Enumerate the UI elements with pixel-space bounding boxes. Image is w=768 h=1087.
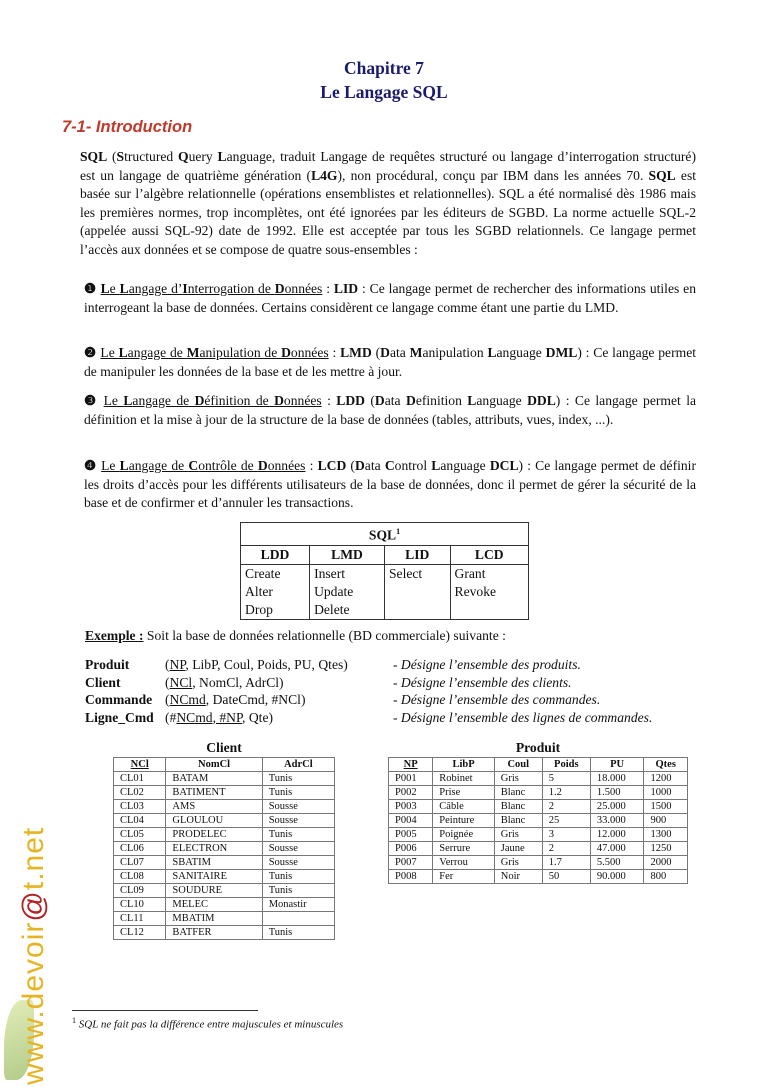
text-segment: L [119,281,129,296]
text-segment: tructured [124,149,178,164]
text-segment: ❹ [84,458,102,473]
table-cell: Serrure [433,842,494,856]
text-segment: éfinition de [204,393,275,408]
table-row [389,870,688,884]
chapter-number: Chapitre 7 [344,58,424,78]
sql-subsets-table [240,522,529,620]
table-cell: 47.000 [590,842,644,856]
text-segment: anipulation de [199,345,282,360]
table-cell: 900 [644,814,688,828]
text-segment: LID [333,281,359,296]
text-segment: M [409,345,423,360]
client-header: NCl [114,758,166,772]
text-segment: est basée sur l’algèbre relationnelle (opérations ensemblistes et relationnelles). SQL a été normalisé dès 1986 mais les premières normes, trop incomplètes, ont été ignorées par les éditeurs de SGBD. La norme actuelle SQL-2 (appelée aussi SQL-92) date de 1992. Elle est acceptée par tous les SGBD relationnels. Ce langage permet l’accès aux données et se compose de quatre sous-ensembles : [80,167,697,257]
table-row [114,870,335,884]
table-cell: Sousse [262,856,334,870]
text-segment: ata [384,393,406,408]
sql-command: Grant [454,565,486,581]
sql-command: Drop [245,601,273,617]
text-segment: L [123,393,133,408]
table-cell: 1200 [644,772,688,786]
table-cell: CL01 [114,772,166,786]
relation-attributes [165,709,393,727]
table-cell: SOUDURE [166,884,262,898]
text-segment: D [194,393,205,408]
table-cell: CL09 [114,884,166,898]
text-segment: M [186,345,200,360]
text-segment: ata [389,345,410,360]
attr-segment: , LibP, Coul, Poids, PU, Qtes) [185,657,348,672]
text-segment: uery [188,149,218,164]
table-cell: Tunis [262,884,334,898]
table-cell: CL05 [114,828,166,842]
table-cell: Tunis [262,828,334,842]
example-label: Exemple : [85,628,144,643]
produit-header: NP [389,758,433,772]
text-segment: ( [107,149,117,164]
table-cell: Peinture [433,814,494,828]
text-segment: DCL [489,458,519,473]
sql-column-header: LMD [310,545,385,564]
relation-description: - Désigne l’ensemble des produits. [393,657,581,672]
text-segment: onnées [284,281,323,296]
table-cell: Tunis [262,926,334,940]
text-segment: LCD [317,458,347,473]
footnote-rule [72,1010,258,1011]
text-segment: onnées [267,458,306,473]
sql-column-commands [384,564,450,619]
client-header: NomCl [166,758,262,772]
table-row [114,786,335,800]
table-cell: 33.000 [590,814,644,828]
table-cell: CL07 [114,856,166,870]
table-cell: Blanc [494,800,542,814]
text-segment: ), non procédural, conçu par IBM dans les années 70. [337,167,649,183]
text-segment: ata [364,458,385,473]
table-cell: CL03 [114,800,166,814]
produit-header: PU [590,758,644,772]
watermark-at: @ [17,890,50,922]
table-cell: Blanc [494,786,542,800]
table-row [114,926,335,940]
relation-name: Client [85,674,121,690]
table-row [114,884,335,898]
relation-description: - Désigne l’ensemble des clients. [393,674,572,690]
text-segment: ❷ [84,345,101,360]
client-caption: Client [206,740,242,755]
table-cell: Sousse [262,800,334,814]
produit-header: LibP [433,758,494,772]
table-row [114,842,335,856]
sql-column-header: LCD [450,545,528,564]
client-table [113,757,335,940]
table-row [114,814,335,828]
table-cell: 12.000 [590,828,644,842]
text-segment: D [281,345,291,360]
table-cell: P008 [389,870,433,884]
produit-header: Poids [542,758,590,772]
table-cell: 5.500 [590,856,644,870]
text-segment: efinition [415,393,468,408]
text-segment: DML [545,345,578,360]
table-row [389,772,688,786]
table-cell: ELECTRON [166,842,262,856]
table-cell: 18.000 [590,772,644,786]
text-segment: C [384,458,395,473]
table-cell: 3 [542,828,590,842]
table-cell: Monastir [262,898,334,912]
table-row [114,912,335,926]
table-cell: P004 [389,814,433,828]
attr-segment: ( [165,674,170,690]
text-segment: D [274,393,284,408]
table-cell: 2000 [644,856,688,870]
table-cell: Sousse [262,814,334,828]
table-cell: 5 [542,772,590,786]
text-segment: D [354,458,365,473]
text-segment: S [116,149,125,164]
table-cell: 1.500 [590,786,644,800]
text-segment: : [322,281,334,296]
table-row [114,898,335,912]
text-segment: LMD [340,345,372,360]
sql-column-commands [241,564,310,619]
sql-command [389,601,446,619]
table-cell: 50 [542,870,590,884]
text-segment: nterrogation de [187,281,275,296]
text-segment: I [182,281,188,296]
table-cell: 90.000 [590,870,644,884]
sql-column-header: LID [384,545,450,564]
lid-paragraph [80,280,696,317]
text-segment: angage de [127,345,187,360]
table-cell: CL12 [114,926,166,940]
table-cell: Câble [433,800,494,814]
attr-segment: NP [169,657,186,672]
text-segment: L [431,458,441,473]
table-cell [262,912,334,926]
text-segment: : [305,458,318,473]
text-segment: ) : Ce langage permet de définir les droits d’accès pour les différents utilisateurs de la base de données, donc il permet de gérer la sécurité de la base et de confirmer et d’annuler les transactions. [84,458,696,510]
text-segment: D [274,281,285,296]
text-segment: SQL [648,167,676,183]
table-cell: P007 [389,856,433,870]
relation-row [85,656,695,674]
table-cell: Gris [494,856,542,870]
table-cell: 25 [542,814,590,828]
table-row [389,828,688,842]
relation-description: - Désigne l’ensemble des lignes de commandes. [393,709,653,725]
text-segment: L [100,281,110,296]
produit-header: Coul [494,758,542,772]
text-segment: e [109,281,120,296]
text-segment: ontrol [394,458,432,473]
text-segment: DDL [527,393,556,408]
table-cell: Blanc [494,814,542,828]
table-row [114,828,335,842]
lmd-paragraph [80,344,696,381]
relation-description: - Désigne l’ensemble des commandes. [393,692,601,707]
table-cell: MELEC [166,898,262,912]
table-row [114,800,335,814]
text-segment: onnées [290,345,329,360]
text-segment: Le [103,393,124,408]
table-cell: Tunis [262,772,334,786]
table-cell: 800 [644,870,688,884]
table-cell: P005 [389,828,433,842]
table-cell: CL02 [114,786,166,800]
table-cell: SBATIM [166,856,262,870]
text-segment: angage d’ [128,281,183,296]
text-segment: ontrôle de [198,458,258,473]
table-cell: 1.7 [542,856,590,870]
text-segment: D [405,393,416,408]
text-segment: ( [364,393,375,408]
table-row [389,856,688,870]
text-segment: L [118,345,128,360]
attr-segment: , NomCl, AdrCl) [192,674,284,690]
text-segment: ❸ [84,393,104,408]
table-cell: Sousse [262,842,334,856]
table-cell: Verrou [433,856,494,870]
relation-attributes [165,691,393,709]
sql-command: Update [314,583,354,599]
table-row [389,814,688,828]
produit-table [388,757,688,884]
table-cell: 1.2 [542,786,590,800]
relation-row [85,709,695,727]
text-segment: SQL [80,149,108,164]
text-segment: onnées [283,393,322,408]
sql-column-header: LDD [241,545,310,564]
text-segment: ( [346,458,355,473]
text-segment: anguage, traduit Langage de requêtes structuré ou langage d’interrogation structuré) est un langage de quatrième génération ( [80,149,696,183]
table-cell: GLOULOU [166,814,262,828]
text-segment: angage de [128,458,189,473]
sql-command: Alter [245,583,273,599]
lcd-paragraph [80,457,696,513]
text-segment: ( [371,345,381,360]
sql-column-commands [310,564,385,619]
text-segment: ) : Ce langage permet la définition et la mise à jour de la structure de la base de données (tables, attributs, vues, index, ...). [84,393,697,427]
attr-segment: , Qte) [242,709,273,725]
table-cell: AMS [166,800,262,814]
relation-attributes [165,656,393,674]
table-cell: 2 [542,800,590,814]
text-segment: C [188,458,199,473]
table-cell: 1500 [644,800,688,814]
attr-segment: ( [165,657,170,672]
sql-command: Delete [314,601,350,617]
table-cell: P006 [389,842,433,856]
text-segment: : [321,393,337,408]
table-cell: Jaune [494,842,542,856]
table-cell: P002 [389,786,433,800]
watermark-logo [17,755,57,1085]
table-cell: 1250 [644,842,688,856]
text-segment: L [467,393,477,408]
attr-segment: NCl [169,674,193,690]
table-cell: Poignée [433,828,494,842]
table-cell: 1300 [644,828,688,842]
text-segment: anguage [476,393,528,408]
table-cell: CL06 [114,842,166,856]
table-cell: CL11 [114,912,166,926]
table-cell: BATIMENT [166,786,262,800]
text-segment: Le [100,345,119,360]
table-cell: PRODELEC [166,828,262,842]
ldd-paragraph [80,392,696,429]
footnote: $^1$ SQL ne fait pas la différence entre majuscules et minuscules [72,1016,344,1031]
table-row [389,842,688,856]
text-segment: D [257,458,268,473]
table-cell: Tunis [262,870,334,884]
intro-paragraph [80,148,696,259]
table-row [389,786,688,800]
text-segment: anguage [496,345,546,360]
produit-header: Qtes [644,758,688,772]
table-cell: Gris [494,828,542,842]
table-cell: SANITAIRE [166,870,262,884]
sql-command: Create [245,565,281,581]
sql-command: Select [388,565,423,581]
table-cell: Noir [494,870,542,884]
text-segment: ❶ [84,281,101,296]
relation-name: Produit [85,657,130,672]
table-cell: Tunis [262,786,334,800]
table-cell: Fer [433,870,494,884]
table-cell: CL10 [114,898,166,912]
sql-command: Insert [314,565,346,581]
watermark-text: www.devoir [17,921,50,1085]
relation-row [85,691,695,709]
text-segment: angage de [132,393,195,408]
table-cell: 2 [542,842,590,856]
text-segment: anipulation [422,345,488,360]
example-line [85,627,701,646]
relation-name: Ligne_Cmd [85,709,154,725]
relation-row [85,674,695,692]
sql-column-commands [450,564,528,619]
attr-segment: ( [165,692,170,707]
table-cell: CL04 [114,814,166,828]
text-segment: D [380,345,390,360]
attr-segment: NCmd, #NP [176,709,243,725]
relation-name: Commande [85,692,153,707]
example-text: Soit la base de données relationnelle (BD commerciale) suivante : [143,628,506,643]
table-cell: BATFER [166,926,262,940]
text-segment: L [487,345,497,360]
text-segment: : [328,345,341,360]
sql-command: Revoke [454,583,497,599]
client-header: AdrCl [262,758,334,772]
text-segment: anguage [440,458,490,473]
table-cell: Robinet [433,772,494,786]
text-segment: : Ce langage permet de rechercher des informations utiles en interrogeant la base de données. Certains considèrent ce langage comme étant une partie du LMD. [84,281,696,315]
table-cell: 25.000 [590,800,644,814]
text-segment: D [374,393,385,408]
table-cell: MBATIM [166,912,262,926]
sql-command [389,583,446,601]
sql-table-title: SQL$^1$ [241,523,529,546]
text-segment: Q [177,149,189,164]
relation-attributes [165,674,393,692]
chapter-title: Le Langage SQL [320,82,448,102]
text-segment: Le [101,458,120,473]
table-cell: Prise [433,786,494,800]
attr-segment: , DateCmd, #NCl) [205,692,306,707]
section-heading: 7-1- Introduction [62,118,193,136]
table-row [114,772,335,786]
text-segment: L [119,458,129,473]
table-cell: Gris [494,772,542,786]
table-cell: CL08 [114,870,166,884]
table-cell: 1000 [644,786,688,800]
produit-caption: Produit [515,740,561,755]
text-segment: L [217,149,227,164]
text-segment: ) : Ce langage permet de manipuler les données de la base et de les mettre à jour. [84,345,697,379]
attr-segment: NCmd [169,692,206,707]
text-segment: L4G [311,167,338,183]
attr-segment: (# [165,709,177,725]
table-cell: BATAM [166,772,262,786]
table-cell: P001 [389,772,433,786]
table-row [114,856,335,870]
table-row [389,800,688,814]
table-cell: P003 [389,800,433,814]
sql-command [455,601,524,619]
watermark-text-end: t.net [17,826,50,891]
text-segment: LDD [336,393,365,408]
